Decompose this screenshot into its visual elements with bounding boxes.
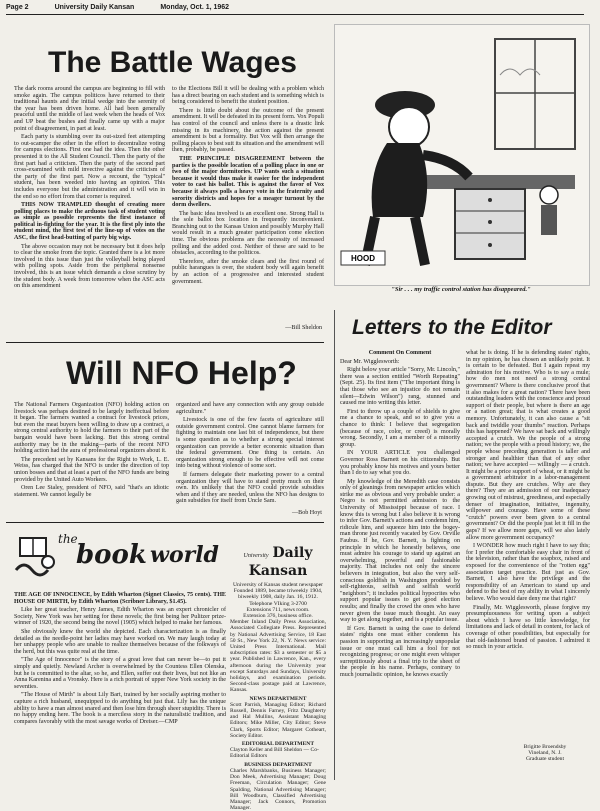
- letter-signature: [500, 744, 590, 763]
- battle-col2: [172, 86, 324, 324]
- logo-book: book: [76, 540, 147, 570]
- battle-para: There is little doubt about the outcome of the present amendment. It will be defeated in its present form. Vox Populi has control of the council and unless there is a drastic link missing in its machinery, the action against the present amendment is but a formality. But Vox will then arrange the polling places to best suit its situation and the amendment will then, probably, be passed.: [172, 107, 324, 154]
- biz-dept-head: BUSINESS DEPARTMENT: [244, 761, 312, 768]
- letter-para: If Gov. Barnett is using the case to defend states' rights one must either condemn his passion in supporting an increasingly unpopular issue or one must call him a fool for not recognizing progress; or one might even whisper surreptitiously about a final trip to the sheet of the people in his name. Perhaps, contrary to much journalistic opinion, he knows exactly: [340, 625, 460, 678]
- battle-para: The dark rooms around the campus are beginning to fill with smoke again. The campus politicos have returned to their traditional haunts and the initial wedge into the serenity of the year has been driven home. All had been generally peaceful until the middle of last week when the heads of Vox and UP beat the bushes and finally came up with a major point of disagreement, in part at least.: [14, 86, 165, 132]
- masthead-line: Founded 1889, became triweekly 1904, biweekly 1908, daily Jan. 16, 1912.: [233, 588, 323, 601]
- letter-heading: Comment On Comment: [368, 350, 432, 356]
- edit-dept-head: EDITORIAL DEPARTMENT: [241, 741, 315, 748]
- paper-name: University Daily Kansan: [54, 4, 135, 11]
- masthead-line: Extensions 711, news room.: [246, 606, 310, 613]
- letter-para: IN YOUR ARTICLE you challenged Governor Ross Barnett on his citizenship. But you probably know his motives and yours better than I do to say what you do.: [340, 450, 460, 477]
- battle-para: The above occasion may not be necessary but it does help to clear the smoke from the topic. Granted there is a lot more involved in this issue than just the volleyball being played with polling spots. Aside from the peripheral nonsense involved, this is an issue which demands a close scrutiny by the student body. A week from tomorrow when the ASC acts on this amendment: [14, 243, 165, 290]
- review-heading: THE AGE OF INNOCENCE, by Edith Wharton (Signet Classics, 75 cents). THE HOUSE OF MIRTH, by Edith Wharton (Scribner Library, $1.45).: [14, 592, 226, 605]
- battle-para: to the Elections Bill it will be dealing with a problem which has a direct bearing on each student and is something which is being considered to benefit the student position.: [172, 86, 324, 106]
- battle-col1: [14, 86, 165, 340]
- masthead-name: Daily Kansan: [248, 545, 313, 579]
- nfo-col2: [176, 402, 324, 508]
- header-rule: [6, 14, 584, 15]
- masthead-line: Telephone VIking 3-2700: [249, 600, 307, 607]
- letter-para: Dear Mr. Wigglesworth:: [340, 358, 400, 365]
- cartoon-sign: HOOD: [351, 254, 375, 263]
- nfo-title: Will NFO Help?: [66, 355, 297, 391]
- letters-title: Letters to the Editor: [352, 316, 552, 339]
- masthead-line: Member Inland Daily Press Association, Associated Collegiate Press. Represented by National Advertising Service, 18 East 50 St., New York 22, N. Y. News service: United Press International. Mail subscription rates: $3 a semester or $5 a year. Published in Lawrence, Kan., every afternoon during the University year except Saturdays and Sundays, University holidays, and examination periods. Second-class postage paid at Lawrence, Kansas.: [230, 619, 326, 694]
- cartoon-drawing-icon: [335, 25, 589, 285]
- review-para: She obviously knew the world she depicted. Each characterization is as finally detailed as the needle-point her ladies may have worked on. We may laugh today at her unhappy people who are unable to realize themselves because of the folkways of the herd, but this was quite real at the time.: [14, 628, 226, 655]
- sig-name: Brigitte Broendsby: [523, 744, 567, 750]
- battle-para: Therefore, after the smoke clears and the first round of public harangues is over, the student body will again benefit by an action of a progressive and interested student government.: [172, 258, 324, 285]
- battle-para: Each party is stumbling over its out-sized feet attempting to out-scamper the other in the effort to decentralize voting for campus elections. First one had the idea. Then the other presented it to the All Student Council. Then the party of the first part had a criticism. Then the party of the second part cross-examined with mild invective against the criticism of the party of the first part. Now a recount, the "typical" student, has been weeded into having an opinion. This includes everyone but the administration and it will win in the end so no effort from that corner is required.: [14, 134, 165, 200]
- issue-date: Monday, Oct. 1, 1962: [160, 4, 230, 11]
- letter-para: what he is doing. If he is defending states' rights, in my opinion, he has chosen an unlikely point. It is certain to be defeated. But I again repeat my admiration for his motive. Who is to say a mule; how do men not need a strong central government? Where is there conclusive proof that it also makes for a great nation? There have been outstanding leaders with the conscience and proud support of their people, but where is there an age or a nation great; that is what creates a good memory. Unfortunately, it can also cause a "sit back and twiddle your thumbs" reaction. Perhaps this has happened? We have sat back and willingly accepted a crutch. We the people of a strong nation; we the people with a proud history; we, the people whose preceding generation is taller and stronger and healthier than that of any other nation; we have accepted — willingly — a crutch. It might be a price support of wheat, or it might be a government arbitrator in a labor-management dispute. But they are crutches. Why are they there? They are an admission of our inadequacy growing out of mistrust, greediness, and especially denser of imagination, initiative, ingenuity, willpower and courage. Have some of these "crutch" powers ever been given to a central government? Or did the people just let it fill in the gaps? If we allow more gaps, will we also lately allow more government occupancy?: [466, 350, 590, 541]
- letter-para: Finally, Mr. Wigglesworth, please forgive my presumptuousness for writing upon a subject about which I have so little knowledge, for limitations and lack of detail in content, for lack of coverage of other possibilities, but especially for that old-fashioned brand of passion. I admired it so much in your article.: [466, 604, 590, 651]
- nfo-signature: —Bob Hoyt: [292, 510, 322, 516]
- book-review: [14, 592, 226, 758]
- battle-title: The Battle Wages: [48, 46, 297, 79]
- page-header: [6, 4, 584, 11]
- battle-signature: —Bill Sheldon: [285, 325, 322, 331]
- column-rule: [334, 310, 335, 780]
- nfo-para: If farmers delegate their marketing power to a central organization they will have to stand pretty much on their own. It's unlikely that the NFO could provide subsidies when and if they are needed, unless the NFO has designs to gain subsidies for itself from Uncle Sam.: [176, 471, 324, 505]
- letter-para: First to throw up a couple of shields to give me a chance to speak, and so to give you a chance to think: I believe that segregation (because of race, color, or creed) is morally wrong. Secondly, I am a member of a minority group.: [340, 408, 460, 448]
- news-dept-staff: Scott Parrish, Managing Editor; Richard Russell, Dennis Farney, Fritz Daughterty and Hal Mullins, Assistant Managing Editors; Mike Miller, City Editor; Steve Clark, Sports Editor; Margaret Cotheart, Society Editor.: [230, 701, 326, 739]
- masthead-line: University of Kansas student newspaper: [232, 582, 324, 588]
- review-para: "The Age of Innocence" is the story of a great love that can never be—to put it simply and quietly. Newland Archer is overwhelmed by the Countess Ellen Olenska, but he is committed to the altar, so he, and Ellen, suffer out their lives, but not like an Anna Karenina and a Vronsky. Here is a rich portrait of upper New York society in the seventies.: [14, 657, 226, 690]
- letters-col-a: [340, 350, 460, 780]
- review-para: "The House of Mirth" is about Lily Bart, trained by her socially aspiring mother to capture a rich husband, unequipped to do anything but just that. Lily has the unique ability to have a man almost snared and then lose him through sheer stupidity. There is no happy ending here. The book is a merciless story in the naturalistic tradition, and compares favorably with the most savage works of Dreiser.—CMP: [14, 692, 226, 725]
- nfo-para: The National Farmers Organization (NFO) holding action on livestock was perhaps destined to be largely ineffectual before it began. The farmers wanted a contract for livestock prices, but even the meat buyers been willing to draw up a contract, a strong central authority to hold the farmers to their part of the bargain would have been lacking. But this strong central authority may be in the making—parts of the recent NFO holding action had the aura of professional organizers about it.: [14, 402, 169, 455]
- battle-para: THIS NOW TRAMPLED thought of creating more polling places to make the arduous task of student voting as simple as possible represents the first instance of political in-fighting for the year. It is the first ply into the student mind, the first test of the line-up of votes on the ASC, the first head-butting of party big wigs.: [14, 202, 165, 242]
- sig-role: Graduate student: [525, 756, 565, 763]
- sig-place: Vineland, N. J.: [528, 750, 562, 757]
- battle-para: The basic idea involved is an excellent one. Strong Hall is the sole ballot box location in frequently inconvenient. Branching out to the Kansas Union and possibly Murphy Hall would result in a much greater participation come election time. The obvious problems are the necessity of increased polling and the added cost. Neither of these are said to be obstacles, according to the politicos.: [172, 210, 324, 257]
- bookworm-icon: [12, 530, 56, 580]
- nfo-para: Oren Lee Staley, president of NFO, said "that's an idiotic statement. We cannot legally be: [14, 485, 169, 498]
- masthead-prefix: University: [243, 553, 269, 559]
- nfo-para: organized and have any connection with any group outside agriculture.": [176, 402, 324, 415]
- battle-para: THE PRINCIPLE DISAGREEMENT between the parties is the possible location of a polling place in one or two of the major dormitories. UP wants such a situation because it would thus make it easier for the independent voter to cast his ballot. This is against the favor of Vox because it always polls a heavy vote in the fraternity and sorority districts and hopes for a meager turnout by the dorm dwellers.: [172, 155, 324, 209]
- section-rule: [6, 522, 324, 523]
- cartoon: [334, 24, 590, 286]
- page-number: Page 2: [6, 4, 29, 11]
- masthead: [230, 544, 326, 811]
- nfo-col1: [14, 402, 169, 515]
- review-para: Like her great teacher, Henry James, Edith Wharton was an expert chronicler of Society, New York was her setting for these novels; the first being her Pulitzer prize-winner of 1920, the second being the novel (1905) which helped to make her famous.: [14, 607, 226, 627]
- nfo-para: The precedent set by Kansans for the Right to Work, L. E. Weiss, has charged that the NFO is under the direction of top union bosses and that at least a part of the NFO funds are being provided by the United Auto Workers.: [14, 456, 169, 483]
- news-dept-head: NEWS DEPARTMENT: [249, 695, 307, 702]
- letters-col-b: [466, 350, 590, 742]
- edit-dept-staff: Clayton Keller and Bill Sheldon — Co-Editorial Editors: [230, 747, 319, 760]
- book-world-logo: [12, 528, 226, 582]
- nfo-para: Livestock is one of the few facets of agriculture still outside government control. One cannot blame farmers for fighting to maintain one last bit of independence, but there is some question as to whether a strong special interest organization can provide a better economic situation than the federal government. One thing is certain. An organization strong enough to be effective will not come into being without violence of some sort.: [176, 417, 324, 470]
- logo-world: world: [150, 542, 219, 568]
- section-rule: [6, 342, 324, 343]
- masthead-line: Extension 376, business office.: [243, 613, 313, 620]
- cartoon-caption: "Sir . . . my traffic control station has disappeared.": [391, 286, 531, 293]
- biz-dept-staff: Charles Marshbanks, Business Manager; Don Meek, Advertising Manager; Doug Freeman, Circulation Manager; Gene Spalding, National Advertising Manager; Bill Woodburn, Classified Advertising Manager; Jack Connors, Promotion Manager.: [230, 767, 326, 811]
- letter-para: My knowledge of the Meredith case consists only of gleanings from newspaper articles which strike me as obvious and very probable under: a Negro is not permitted admission to the University of Mississippi because of race. I know this is wrong but I also believe it is wrong to infer Gov. Barnett's actions and condemn him, ridicule him, and squeeze him into the bogey-man throne just recently vacated by Gov. Orville Faubus. If he, Gov. Barnett, is fighting on principle in which he honestly believes, one must admire his courage to stand up against an overwhelming, powerful and fashionable majority. That includes not only the sincere believers in integration, but also the very self-conscious goldfish in Washington prodded by self-righteous, selfish and selfish world "neighbors"; it includes political hypocrites who support popular issues to get good election results; and finally the crowd the ones who have never given the issue much thought. An easy way to get along together, and is a popular issue.: [340, 478, 460, 624]
- letter-para: Right below your article "Sorry, Mr. Lincoln," there was a section entitled "Worth Repeating" (Sept. 25). Its first item ("The important thing is that those who see an injustice do not remain silent—Edwin Wilson") rang, stunned and caused me into writing this letter.: [340, 367, 460, 407]
- letter-para: I WONDER how much right I have to say this; for I prefer the comfortable easy chair in front of the television, rather than the soapbox, raised and exposed for the convenience of the "rotten egg" association target practice. But just as Gov. Barnett, I also have the privilege and the responsibility of an American to stand up and defend to the best of my ability in what I sincerely believe. Who would dare deny me that right?: [466, 543, 590, 602]
- masthead-title: [230, 544, 326, 580]
- logo-the: the: [58, 532, 78, 546]
